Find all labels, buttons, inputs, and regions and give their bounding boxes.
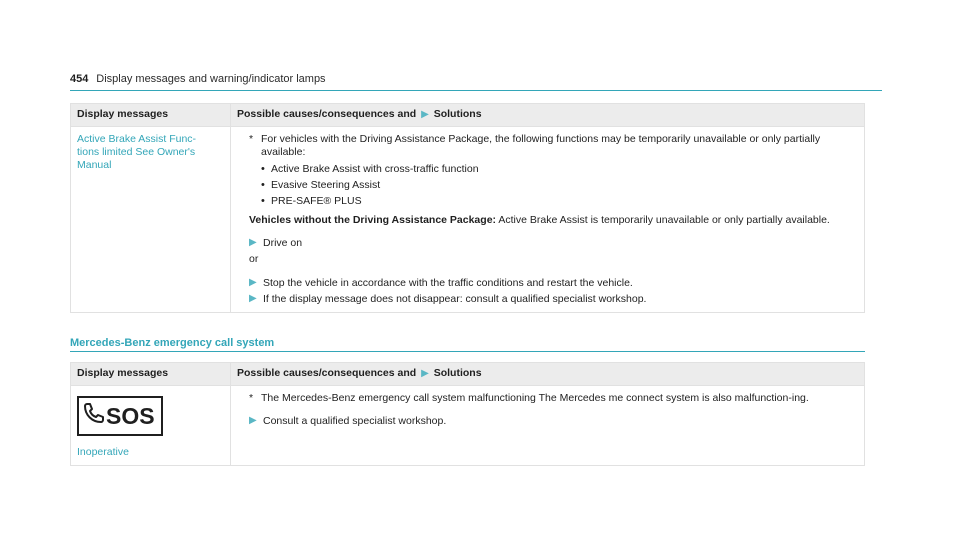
- or-text: or: [249, 253, 259, 266]
- footnote-star: *: [249, 132, 254, 145]
- arrow-right-icon: ▶: [249, 414, 257, 426]
- sos-phone-icon-graphic: [79, 398, 161, 434]
- causes-header-text: Possible causes/consequences and: [237, 108, 417, 120]
- note-bold: Vehicles without the Driving Assistance Package:: [249, 214, 497, 227]
- page-header: [70, 73, 882, 91]
- causes-solutions-cell: [231, 126, 865, 312]
- display-message-cell: [71, 126, 231, 312]
- solution-text: If the display message does not disappear: consult a qualified specialist workshop.: [263, 292, 647, 305]
- page-number: 454: [70, 73, 89, 85]
- arrow-right-icon: ▶: [249, 237, 257, 249]
- causes-solutions-cell: [231, 385, 865, 465]
- arrow-right-icon: ▶: [421, 368, 429, 379]
- col-display-messages-header: Display messages: [71, 363, 231, 386]
- solutions-header-text: Solutions: [433, 367, 482, 379]
- display-message-status: Inoperative: [77, 445, 129, 458]
- table-header-row: [71, 363, 865, 386]
- solution-text: Drive on: [263, 237, 303, 250]
- cause-description: For vehicles with the Driving Assistance Package, the following functions may be temporarily unavailable or only partially available:: [261, 132, 821, 158]
- arrow-right-icon: ▶: [249, 292, 257, 304]
- solution-text: Stop the vehicle in accordance with the traffic conditions and restart the vehicle.: [263, 276, 633, 289]
- solution-step: [249, 415, 854, 428]
- cause-text: [249, 133, 854, 159]
- note-paragraph: [249, 214, 854, 227]
- table-row: [71, 126, 865, 312]
- display-message-line: Active Brake Assist Func-: [77, 132, 197, 145]
- col-display-messages-header: Display messages: [71, 104, 231, 127]
- arrow-right-icon: ▶: [421, 109, 429, 120]
- sos-phone-icon: [77, 396, 163, 436]
- display-message-line: Manual: [77, 158, 112, 171]
- col-causes-solutions-header: [231, 363, 865, 386]
- table-header-row: [71, 104, 865, 127]
- display-message-line: tions limited See Owner's: [77, 145, 196, 158]
- messages-table-emergency-call: [70, 362, 865, 466]
- sos-icon-label: SOS: [106, 402, 155, 429]
- page-header-title: Display messages and warning/indicator lamps: [96, 73, 326, 85]
- solution-step: [249, 237, 854, 250]
- arrow-right-icon: ▶: [249, 276, 257, 288]
- section-title-emergency-call: Mercedes-Benz emergency call system: [70, 337, 865, 352]
- cause-text: [249, 392, 854, 405]
- col-causes-solutions-header: [231, 104, 865, 127]
- footnote-star: *: [249, 391, 254, 404]
- list-item: • PRE-SAFE® PLUS: [261, 195, 854, 208]
- list-item: • Active Brake Assist with cross-traffic function: [261, 163, 854, 176]
- solution-step: [249, 277, 854, 306]
- note-text: Active Brake Assist is temporarily unavailable or only partially available.: [496, 214, 830, 227]
- solution-text: Consult a qualified specialist workshop.: [263, 414, 447, 427]
- unavailable-functions-list: [249, 163, 854, 208]
- messages-table-brake-assist: [70, 103, 865, 313]
- table-row: [71, 385, 865, 465]
- causes-header-text: Possible causes/consequences and: [237, 367, 417, 379]
- cause-description: The Mercedes-Benz emergency call system malfunctioning The Mercedes me connect system is also malfunction-ing.: [261, 391, 809, 404]
- display-message-cell: [71, 385, 231, 465]
- solutions-header-text: Solutions: [433, 108, 482, 120]
- list-item: • Evasive Steering Assist: [261, 179, 854, 192]
